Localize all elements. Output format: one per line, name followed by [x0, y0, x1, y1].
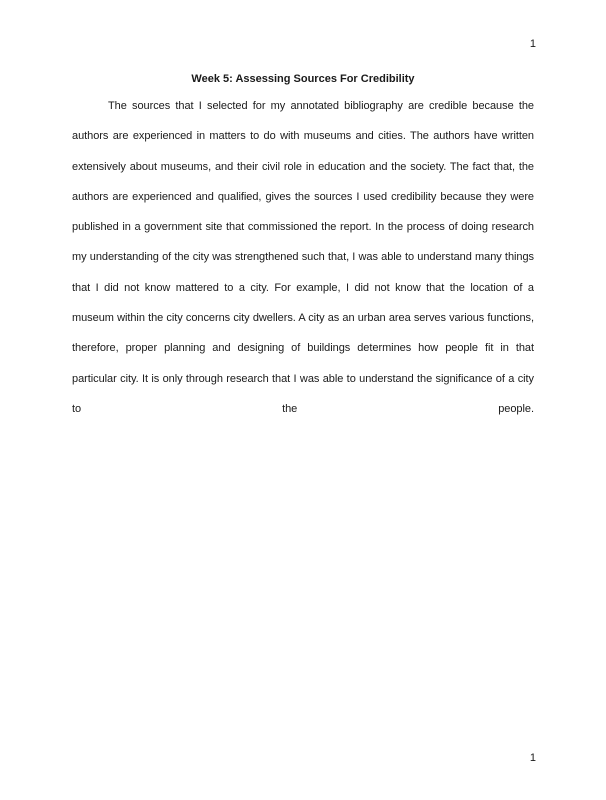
paragraph-line: authors are experienced and qualified, gives the sources I used credibility because they were — [72, 190, 534, 203]
paragraph-line: The sources that I selected for my annotated bibliography are credible because the — [108, 100, 534, 112]
body-paragraph — [72, 99, 534, 432]
paragraph-last-line — [72, 402, 534, 432]
paragraph-line: particular city. It is only through research that I was able to understand the significance of a city — [72, 372, 534, 385]
paragraph-line: published in a government site that commissioned the report. In the process of doing research — [72, 221, 534, 234]
paragraph-line: my understanding of the city was strengthened such that, I was able to understand many things — [72, 251, 534, 264]
page-number-top: 1 — [529, 38, 536, 50]
paragraph-line: therefore, proper planning and designing of buildings determines how people fit in that — [72, 342, 534, 355]
last-line-word: to — [72, 402, 82, 415]
paragraph-line: that I did not know mattered to a city. For example, I did not know that the location of a — [72, 281, 534, 294]
page-number-bottom: 1 — [529, 752, 536, 764]
last-line-word: people. — [498, 402, 534, 415]
paragraph-line: extensively about museums, and their civil role in education and the society. The fact that, the — [72, 160, 534, 173]
paragraph-line: authors are experienced in matters to do with museums and cities. The authors have written — [72, 130, 534, 143]
document-title: Week 5: Assessing Sources For Credibility — [191, 73, 415, 85]
last-line-word: the — [282, 402, 298, 415]
paragraph-line: museum within the city concerns city dwellers. A city as an urban area serves various functions, — [72, 312, 534, 325]
